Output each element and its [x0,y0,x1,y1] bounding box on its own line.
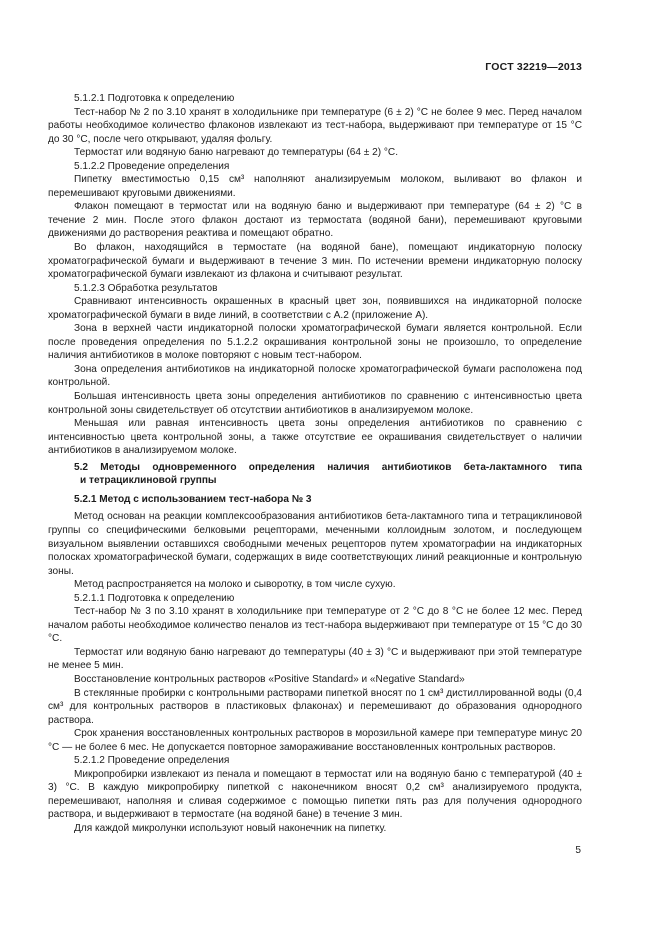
paragraph: Флакон помещают в термостат или на водяную баню и выдерживают при температуре (64 ± 2) °С в течение 2 мин. После этого флакон достают из термостата (водяной бани), перемешивают круговыми движениями до растворения реактива и помещают обратно. [48,201,582,240]
heading-word: Методы [100,461,141,473]
paragraph: Зона в верхней части индикаторной полоски хроматографической бумаги является контрольной. Если после проведения определения по 5.1.2.2 окрашивания контрольной зоны не произошло, то определение наличия антибиотиков в молоке повторяют с новым тест-набором. [48,323,582,362]
subsection-heading: 5.1.2.2 Проведение определения [74,160,230,172]
heading-word: одновременного [152,461,237,473]
subsection-heading: 5.2.1.1 Подготовка к определению [74,592,235,604]
section-heading-5-2 [48,461,582,488]
section-heading-5-2-1: 5.2.1 Метод с использованием тест-набора № 3 [74,493,312,505]
paragraph: Восстановление контрольных растворов «Positive Standard» и «Negative Standard» [74,673,465,685]
document-header: ГОСТ 32219—2013 [485,61,582,73]
heading-word: наличия [327,461,370,473]
paragraph: Метод основан на реакции комплексообразования антибиотиков бета-лактамного типа и тетрациклиновой группы со специфическими белковыми рецепторами, меченными коллоидным золотом, и последующем визуальном выявлении оставшихся свободными меченых рецепторов путем хроматографии на индикаторных полосках хроматографической бумаги, содержащих в виде соответствующих линий реакционные и контрольную зоны. [48,511,582,577]
heading-word: антибиотиков [381,461,452,473]
paragraph: Метод распространяется на молоко и сыворотку, в том числе сухую. [74,579,396,591]
paragraph: Срок хранения восстановленных контрольных растворов в морозильной камере при температуре минус 20 °С — не более 6 мес. Не допускается повторное замораживание восстановленных контрольных растворов. [48,728,582,753]
paragraph: Пипетку вместимостью 0,15 см³ наполняют анализируемым молоком, выливают во флакон и перемешивают круговыми движениями. [48,174,582,199]
paragraph: Сравнивают интенсивность окрашенных в красный цвет зон, появившихся на индикаторной полоске хроматографической бумаги в виде линий, в соответствии с А.2 (приложение А). [48,296,582,321]
document-body [48,92,582,836]
paragraph: Большая интенсивность цвета зоны определения антибиотиков по сравнению с интенсивностью цвета контрольной зоны свидетельствует об отсутствии антибиотиков в анализируемом молоке. [48,391,582,416]
heading-word: 5.2 [74,461,89,473]
subsection-heading: 5.2.1.2 Проведение определения [74,755,230,767]
paragraph: Термостат или водяную баню нагревают до температуры (40 ± 3) °С и выдерживают при этой температуре не менее 5 мин. [48,646,582,672]
heading-word: определения [248,461,315,473]
heading-word: бета-лактамного [463,461,547,473]
paragraph: Термостат или водяную баню нагревают до температуры (64 ± 2) °С. [74,147,399,159]
paragraph: Зона определения антибиотиков на индикаторной полоске хроматографической бумаги расположена под контрольной. [48,363,582,389]
page-number: 5 [575,845,581,856]
paragraph: В стеклянные пробирки с контрольными растворами пипеткой вносят по 1 см³ дистиллированной воды (0,4 см³ для контрольных растворов в пластиковых флаконах) и перемешивают до образования однородного раствора. [48,687,582,726]
paragraph: Для каждой микролунки используют новый наконечник на пипетку. [74,822,387,834]
paragraph: Тест-набор № 2 по 3.10 хранят в холодильнике при температуре (6 ± 2) °С не более 9 мес. Перед началом работы необходимое количество флаконов извлекают из тест-набора, выдерживают при температуре от 15 °С до 30 °С, после чего открывают, удаляя фольгу. [48,106,582,145]
paragraph: Меньшая или равная интенсивность цвета зоны определения антибиотиков по сравнению с интенсивностью цвета контрольной зоны, а также отсутствие ее окрашивания свидетельствует о наличии антибиотиков в анализируемом молоке. [48,418,582,457]
paragraph: Во флакон, находящийся в термостате (на водяной бане), помещают индикаторную полоску хроматографической бумаги и выдерживают в течение 3 мин. По истечении времени индикаторную полоску хроматографической бумаги извлекают из флакона и считывают результат. [48,242,582,281]
subsection-heading: 5.1.2.3 Обработка результатов [74,282,218,294]
paragraph: Микропробирки извлекают из пенала и помещают в термостат или на водяную баню с температурой (40 ± 3) °С. В каждую микропробирку пипеткой с наконечником вносят 0,2 см³ анализируемого продукта, перемешивают, наполняя и сливая содержимое с помощью пипетки пять раз для получения однородного раствора, и выдерживают в термостате (на водяной бане) в течение 3 мин. [48,768,582,821]
subsection-heading: 5.1.2.1 Подготовка к определению [74,93,235,104]
heading-line-2: и тетрациклиновой группы [80,475,217,487]
paragraph: Тест-набор № 3 по 3.10 хранят в холодильнике при температуре от 2 °С до 8 °С не более 12 мес. Перед началом работы необходимое количество пеналов из тест-набора выдерживают при температуре от 15 °С до 30 °С. [48,606,582,645]
heading-word: типа [559,461,582,473]
